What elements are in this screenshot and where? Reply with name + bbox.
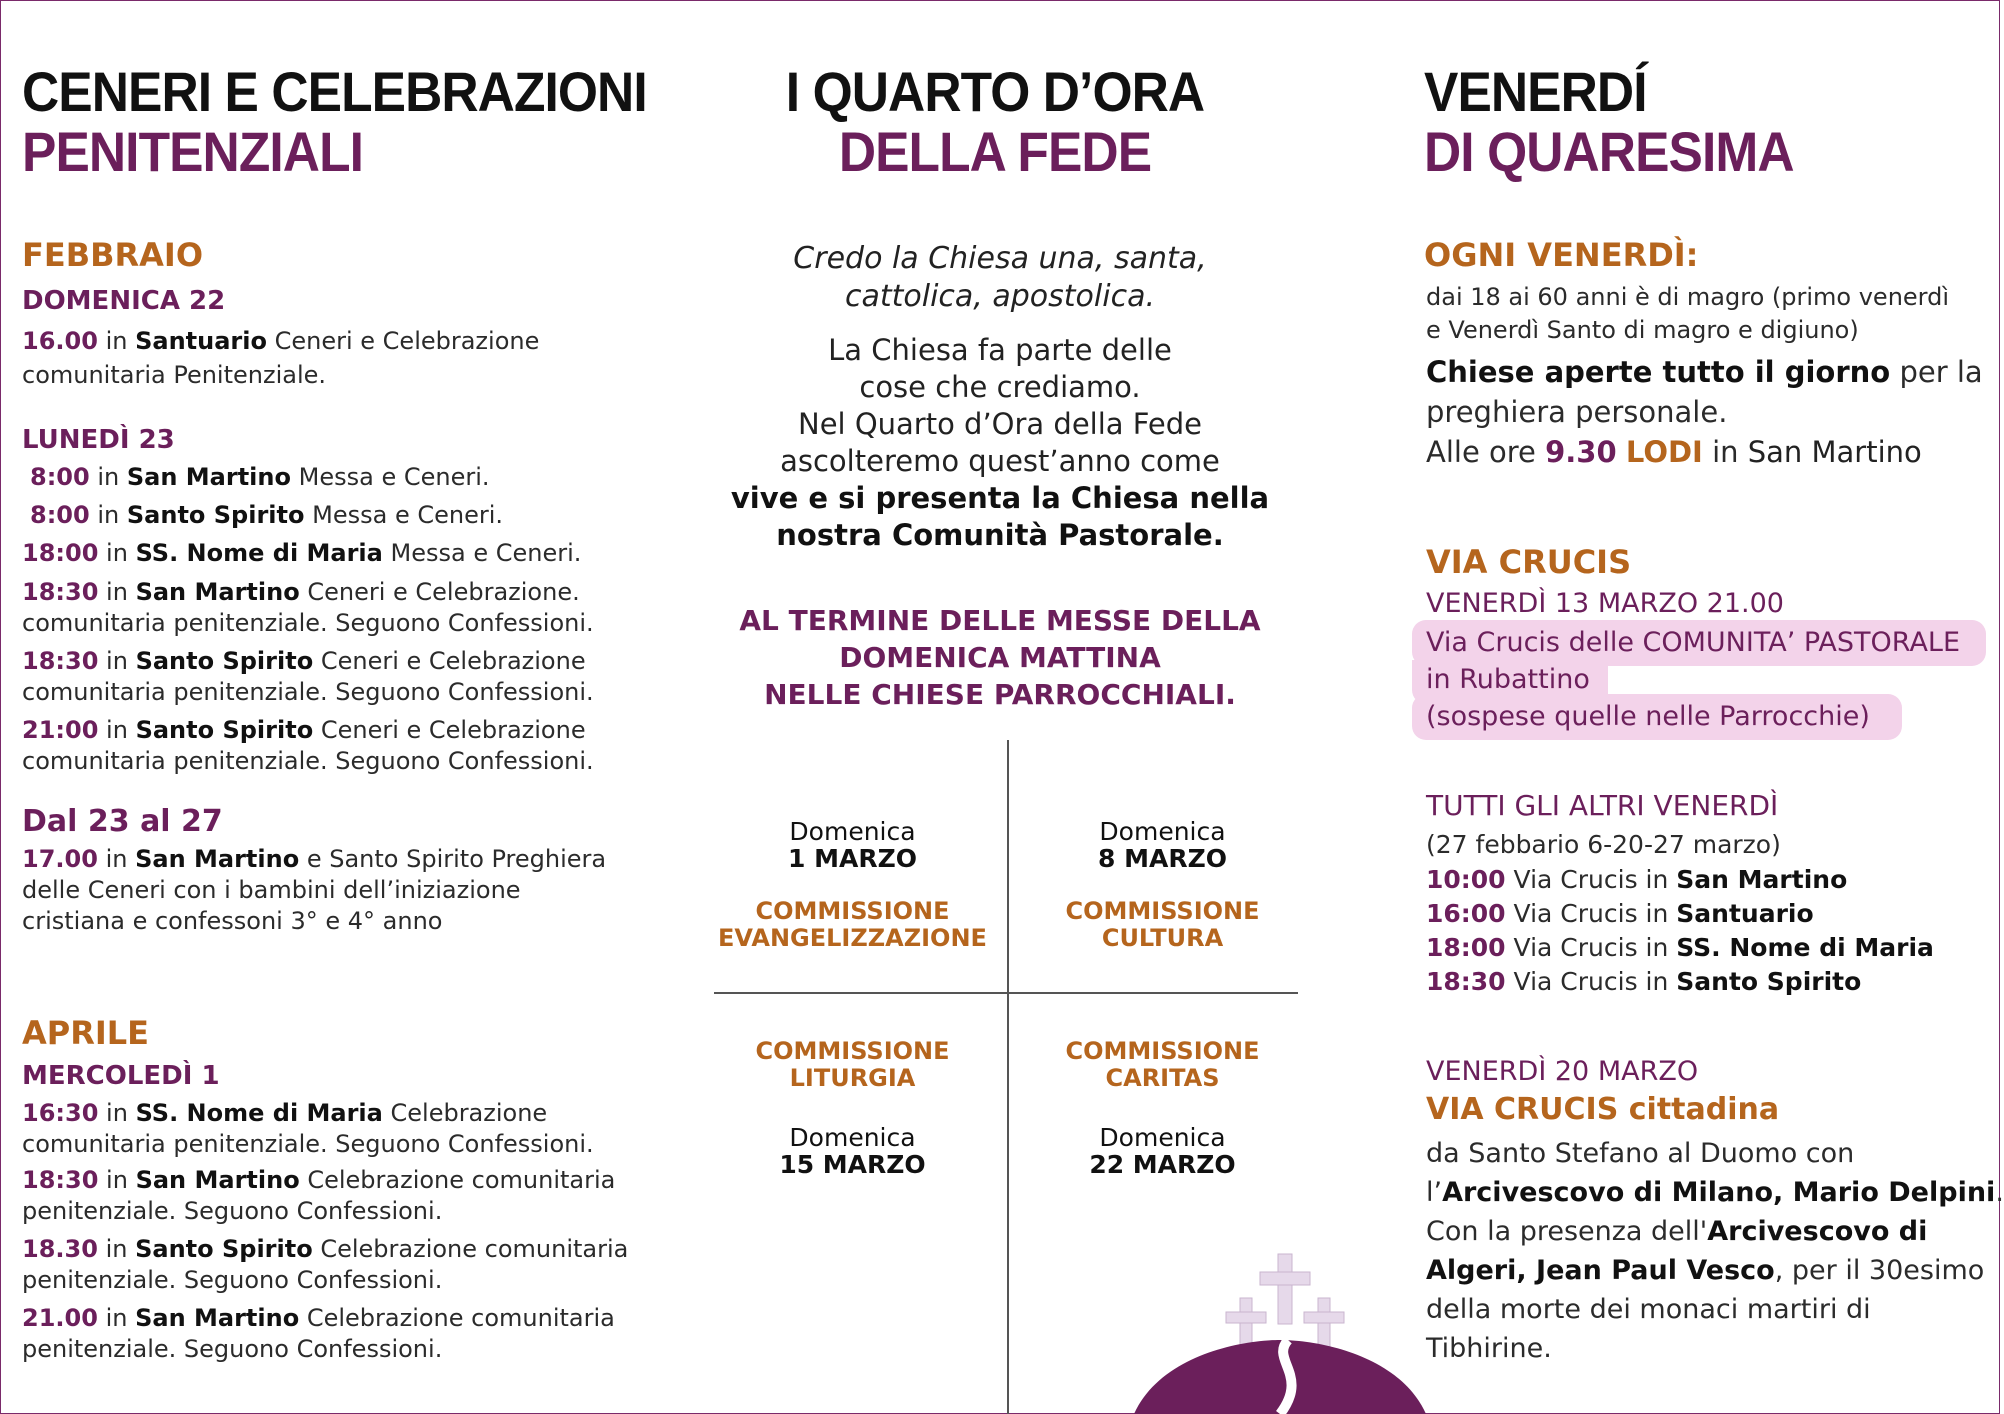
- sunday-22-heading: DOMENICA 22: [22, 286, 226, 316]
- february-heading: FEBBRAIO: [22, 236, 204, 274]
- grid-vertical-line: [1007, 740, 1009, 1414]
- middle-title-line1: I QUARTO D’ORA: [785, 60, 1205, 123]
- city-via-crucis-text: da Santo Stefano al Duomo con l’Arcivescovo di Milano, Mario Delpini. Con la presenza dell'Arcivescovo di Algeri, Jean Paul Vesco, per il 30esimo della morte dei monaci martiri di Tibhirine.: [1426, 1138, 2004, 1364]
- april-row-4: 21.00 in San Martino Celebrazione comunitaria penitenziale. Seguono Confessioni.: [22, 1304, 615, 1363]
- hill-crosses-illustration: [1120, 1240, 1440, 1414]
- open-churches-text: Chiese aperte tutto il giorno per la preghiera personale. Alle ore 9.30 LODI in San Martino: [1426, 355, 1983, 469]
- via-crucis-heading: VIA CRUCIS: [1426, 543, 1632, 581]
- left-title-line1: CENERI E CELEBRAZIONI: [22, 60, 647, 123]
- monday-row-2: 8:00 in Santo Spirito Messa e Ceneri.: [30, 501, 503, 529]
- dal-23-al-27-text: 17.00 in San Martino e Santo Spirito Preghiera delle Ceneri con i bambini dell’iniziazione cristiana e confessoni 3° e 4° anno: [22, 845, 607, 935]
- cell-2-commission: COMMISSIONE CULTURA: [1065, 897, 1260, 952]
- grid-horizontal-line: [714, 992, 1298, 994]
- faith-intro-text: La Chiesa fa parte delle cose che crediamo. Nel Quarto d’Ora della Fede ascolteremo quest’anno come vive e si presenta la Chiesa nella nostra Comunità Pastorale.: [730, 333, 1270, 552]
- middle-title-line2: DELLA FEDE: [838, 120, 1152, 183]
- april-heading: APRILE: [22, 1014, 150, 1052]
- monday-row-1: 8:00 in San Martino Messa e Ceneri.: [30, 463, 490, 491]
- cell-1-commission: COMMISSIONE EVANGELIZZAZIONE: [718, 897, 987, 952]
- april-row-3: 18.30 in Santo Spirito Celebrazione comunitaria penitenziale. Seguono Confessioni.: [22, 1235, 629, 1294]
- monday-row-5: 18:30 in Santo Spirito Ceneri e Celebrazione comunitaria penitenziale. Seguono Confessioni.: [22, 647, 594, 706]
- cell-4-commission: COMMISSIONE CARITAS: [1065, 1037, 1260, 1092]
- dal-23-al-27-heading: Dal 23 al 27: [22, 804, 223, 839]
- mass-note: AL TERMINE DELLE MESSE DELLA DOMENICA MATTINA NELLE CHIESE PARROCCHIALI.: [739, 604, 1261, 711]
- right-title-line2: DI QUARESIMA: [1424, 120, 1794, 183]
- april-row-1: 16:30 in SS. Nome di Maria Celebrazione comunitaria penitenziale. Seguono Confessioni.: [22, 1099, 594, 1158]
- friday-schedule: 10:00 Via Crucis in San Martino 16:00 Via Crucis in Santuario 18:00 Via Crucis in SS. Nome di Maria 18:30 Via Crucis in Santo Spirito: [1426, 865, 1934, 996]
- abstinence-note: dai 18 ai 60 anni è di magro (primo venerdì e Venerdì Santo di magro e digiuno): [1426, 283, 1950, 344]
- cell-4-date: Domenica 22 MARZO: [1089, 1123, 1236, 1179]
- sunday-22-line2: comunitaria Penitenziale.: [22, 361, 327, 389]
- right-title-line1: VENERDÍ: [1424, 60, 1647, 123]
- april-row-2: 18:30 in San Martino Celebrazione comunitaria penitenziale. Seguono Confessioni.: [22, 1166, 616, 1225]
- wednesday-1-heading: MERCOLEDÌ 1: [22, 1061, 220, 1091]
- friday-20-march: VENERDÌ 20 MARZO: [1426, 1056, 1699, 1087]
- cell-3-date: Domenica 15 MARZO: [779, 1123, 926, 1179]
- monday-row-4: 18:30 in San Martino Ceneri e Celebrazione. comunitaria penitenziale. Seguono Confessioni.: [22, 578, 594, 637]
- community-via-crucis: Via Crucis delle COMUNITA’ PASTORALE in Rubattino (sospese quelle nelle Parrocchie): [1426, 627, 1961, 732]
- cell-2-date: Domenica 8 MARZO: [1098, 817, 1227, 873]
- monday-row-6: 21:00 in Santo Spirito Ceneri e Celebrazione comunitaria penitenziale. Seguono Confessioni.: [22, 716, 594, 775]
- sunday-22-line1: 16.00 in Santuario Ceneri e Celebrazione: [22, 327, 540, 355]
- other-fridays-dates: (27 febbario 6-20-27 marzo): [1426, 830, 1781, 859]
- creed-quote: Credo la Chiesa una, santa, cattolica, apostolica.: [793, 241, 1207, 314]
- monday-23-heading: LUNEDÌ 23: [22, 425, 175, 455]
- friday-13-march: VENERDÌ 13 MARZO 21.00: [1426, 588, 1784, 619]
- cell-1-date: Domenica 1 MARZO: [788, 817, 917, 873]
- city-via-crucis-heading: VIA CRUCIS cittadina: [1426, 1092, 1780, 1127]
- every-friday-heading: OGNI VENERDÌ:: [1424, 236, 1699, 274]
- cell-3-commission: COMMISSIONE LITURGIA: [755, 1037, 950, 1092]
- left-title-line2: PENITENZIALI: [22, 120, 364, 183]
- monday-row-3: 18:00 in SS. Nome di Maria Messa e Ceneri.: [22, 539, 582, 567]
- all-other-fridays-heading: TUTTI GLI ALTRI VENERDÌ: [1426, 789, 1779, 822]
